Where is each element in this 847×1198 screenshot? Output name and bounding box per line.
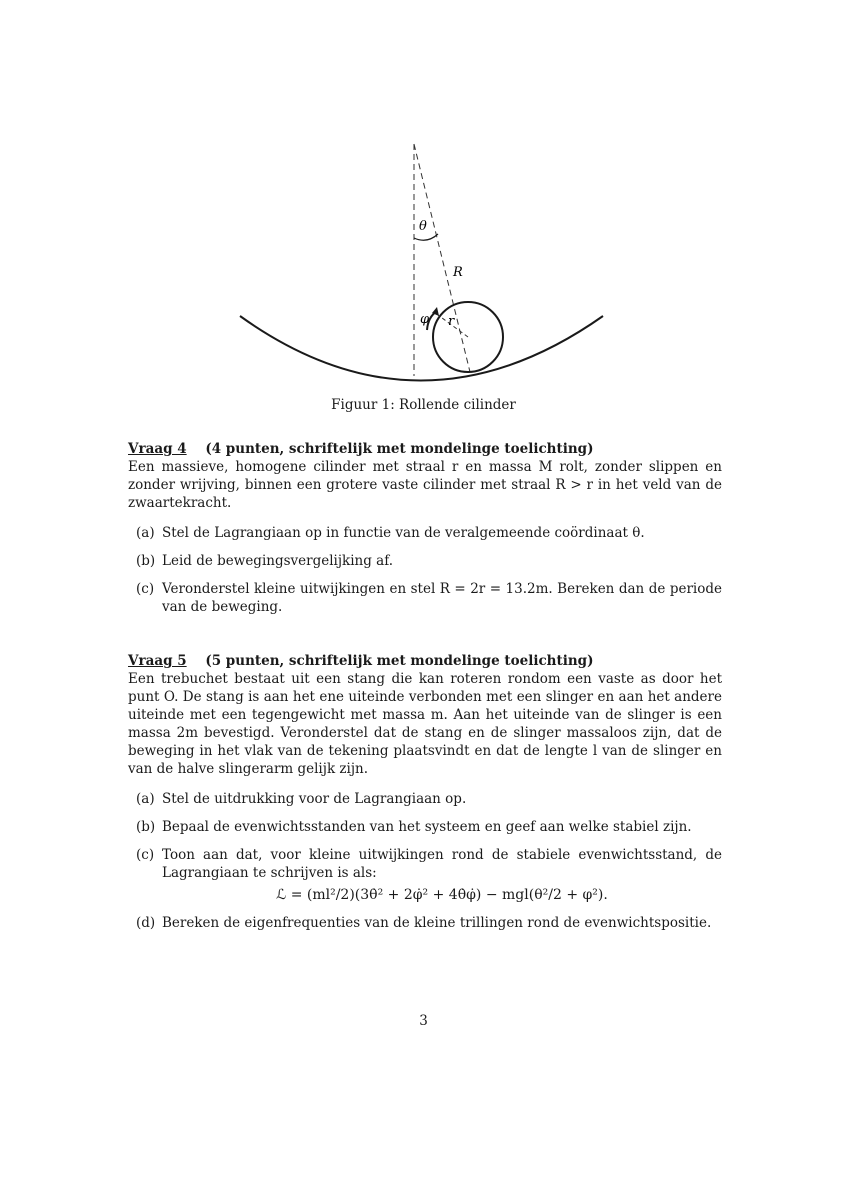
- theta-angle-arc: [414, 234, 438, 240]
- question-4-number: Vraag 4: [128, 441, 187, 457]
- item-label: (b): [136, 819, 156, 835]
- question-4-item-a: [128, 524, 722, 542]
- question-5-points: (5 punten, schriftelijk met mondelinge toelichting): [205, 653, 594, 669]
- question-5-items: [128, 790, 722, 932]
- page-number: 3: [419, 1013, 428, 1029]
- question-5: [128, 652, 722, 942]
- item-label: (a): [136, 791, 155, 807]
- theta-label: θ: [419, 219, 427, 234]
- phi-label: φ: [420, 312, 430, 327]
- R-label: R: [453, 265, 463, 280]
- question-5-item-d: [128, 914, 722, 932]
- question-4: [128, 440, 722, 626]
- question-5-item-b: [128, 818, 722, 836]
- radius-R-dashed-line: [414, 144, 470, 372]
- rolling-cylinder-figure: [0, 0, 847, 420]
- figure-caption: Figuur 1: Rollende cilinder: [331, 397, 516, 413]
- question-4-header: [128, 440, 722, 458]
- question-4-body: Een massieve, homogene cilinder met straal r en massa M rolt, zonder slippen en zonder wrijving, binnen een grotere vaste cilinder met straal R > r in het veld van de zwaartekracht.: [128, 459, 722, 511]
- item-label: (b): [136, 553, 156, 569]
- question-4-items: [128, 524, 722, 616]
- item-label: (a): [136, 525, 155, 541]
- item-text: Stel de Lagrangiaan op in functie van de veralgemeende coördinaat θ.: [162, 525, 645, 541]
- item-text: Leid de bewegingsvergelijking af.: [162, 553, 394, 569]
- question-5-header: [128, 652, 722, 670]
- question-5-item-a: [128, 790, 722, 808]
- item-text: Veronderstel kleine uitwijkingen en stel R = 2r = 13.2m. Bereken dan de periode van de beweging.: [162, 581, 722, 615]
- r-label: r: [448, 314, 455, 329]
- question-5-number: Vraag 5: [128, 653, 187, 669]
- question-5-body: Een trebuchet bestaat uit een stang die kan roteren rondom een vaste as door het punt O. De stang is aan het ene uiteinde verbonden met een slinger en aan het andere uiteinde met een tegengewicht met massa m. Aan het uiteinde van de slinger is een massa 2m bevestigd. Veronderstel dat de stang en de slinger massaloos zijn, dat de beweging in het vlak van de tekening plaatsvindt en dat de lengte l van de slinger en van de halve slingerarm gelijk zijn.: [128, 671, 722, 777]
- question-4-points: (4 punten, schriftelijk met mondelinge toelichting): [205, 441, 594, 457]
- item-text: Stel de uitdrukking voor de Lagrangiaan op.: [162, 791, 467, 807]
- lagrangian-formula: ℒ = (ml²/2)(3θ̇² + 2φ̇² + 4θ̇φ̇) − mgl(θ²/2 + φ²).: [276, 887, 608, 903]
- item-label: (c): [136, 847, 155, 863]
- item-text: Bereken de eigenfrequenties van de kleine trillingen rond de evenwichtspositie.: [162, 915, 712, 931]
- question-4-item-b: [128, 552, 722, 570]
- question-5-item-c: [128, 846, 722, 904]
- item-label: (d): [136, 915, 156, 931]
- item-label: (c): [136, 581, 155, 597]
- question-4-item-c: [128, 580, 722, 616]
- item-text: Toon aan dat, voor kleine uitwijkingen rond de stabiele evenwichtsstand, de Lagrangiaan te schrijven is als:: [162, 847, 722, 881]
- item-text: Bepaal de evenwichtsstanden van het systeem en geef aan welke stabiel zijn.: [162, 819, 692, 835]
